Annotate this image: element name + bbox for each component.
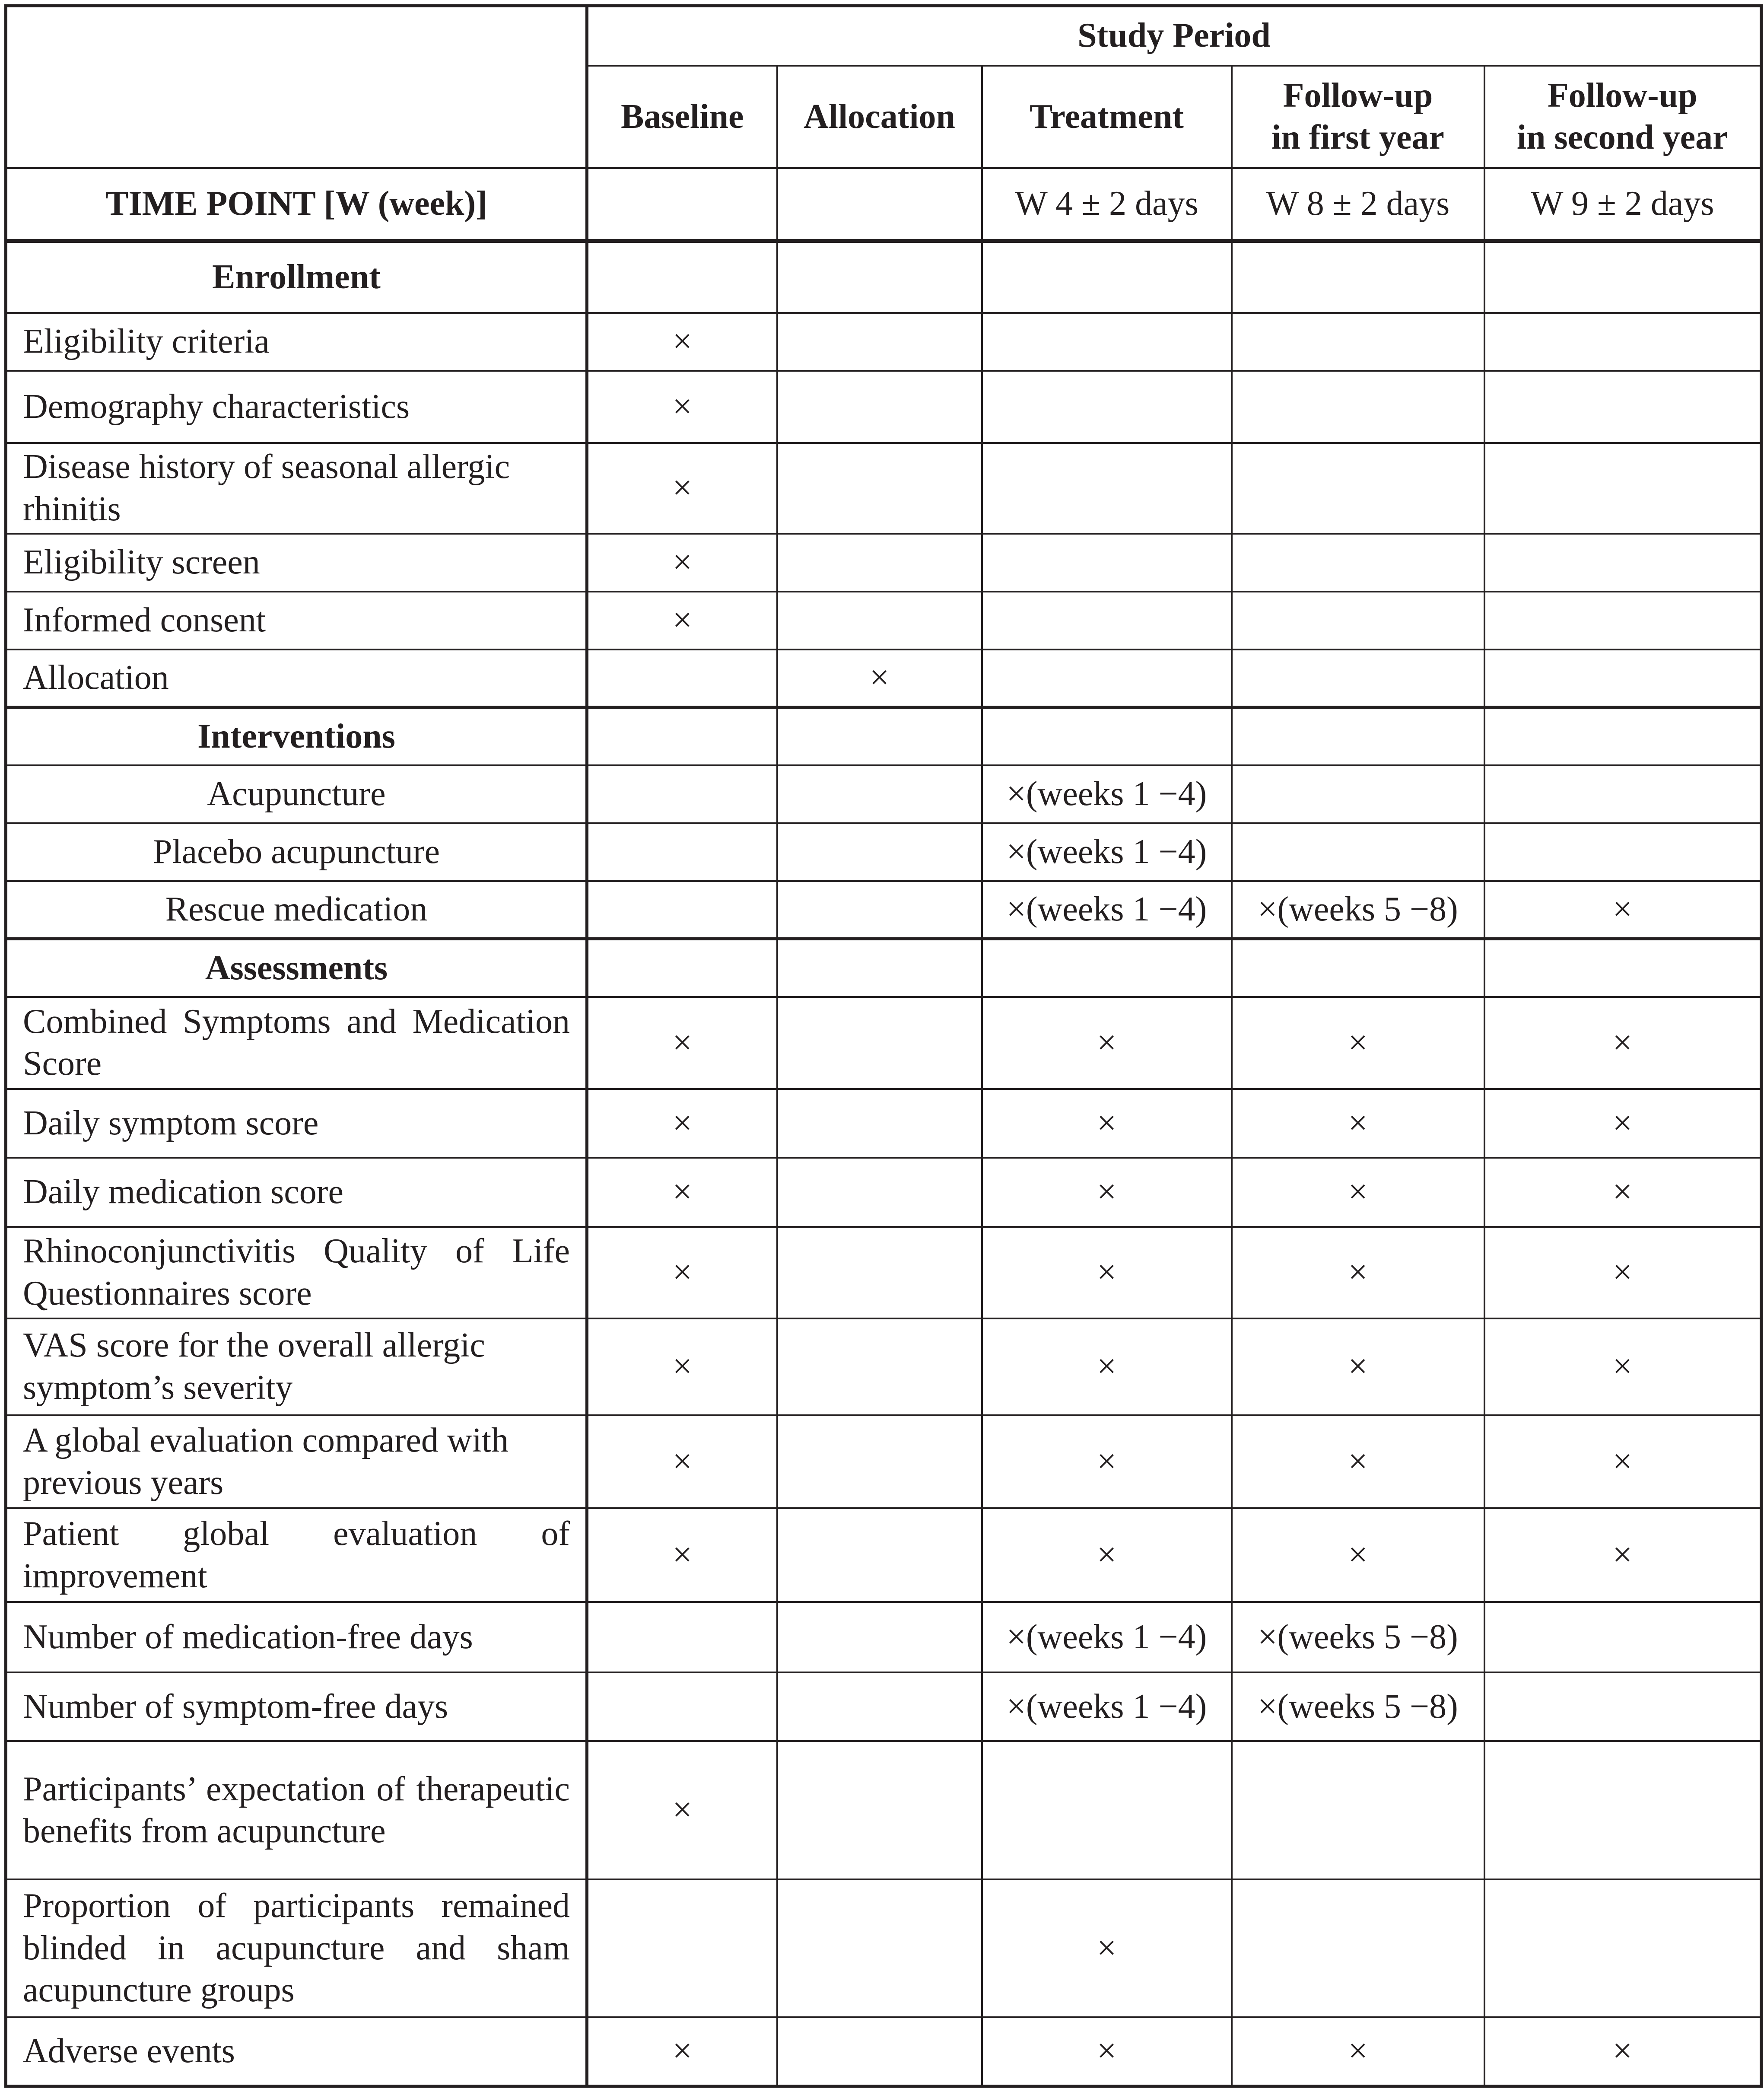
schedule-mark: × <box>1232 1318 1484 1415</box>
schedule-mark: × <box>1232 997 1484 1089</box>
col-header-allocation-line-1: Allocation <box>803 97 956 136</box>
col-header-followup-first-line-2: in first year <box>1271 118 1444 157</box>
empty-cell <box>1484 313 1761 371</box>
empty-cell <box>587 650 777 707</box>
empty-cell <box>777 1741 982 1879</box>
schedule-mark: × <box>1484 997 1761 1089</box>
table-row <box>6 592 1761 650</box>
table-row <box>6 1089 1761 1158</box>
empty-cell <box>1484 371 1761 443</box>
empty-cell <box>1232 1879 1484 2017</box>
schedule-mark: × <box>1232 1227 1484 1319</box>
empty-cell <box>777 881 982 939</box>
empty-cell <box>982 313 1232 371</box>
schedule-mark: × <box>1484 1089 1761 1158</box>
table-row <box>6 443 1761 534</box>
time-point-treatment: W 4 ± 2 days <box>982 168 1232 241</box>
schedule-mark: ×(weeks 5 −8) <box>1232 881 1484 939</box>
schedule-mark: × <box>587 1089 777 1158</box>
empty-cell <box>1484 534 1761 592</box>
row-label: Acupuncture <box>6 765 587 823</box>
table-row <box>6 1415 1761 1509</box>
section-empty-cell <box>1232 241 1484 313</box>
section-empty-cell <box>982 241 1232 313</box>
col-header-followup-second-line-2: in second year <box>1516 118 1728 157</box>
schedule-mark: × <box>587 1741 777 1879</box>
schedule-mark: × <box>982 1879 1232 2017</box>
schedule-mark: ×(weeks 1 −4) <box>982 1672 1232 1741</box>
row-label: Daily symptom score <box>6 1089 587 1158</box>
empty-cell <box>982 592 1232 650</box>
schedule-mark: × <box>1484 1318 1761 1415</box>
empty-cell <box>777 592 982 650</box>
row-label: Allocation <box>6 650 587 707</box>
empty-cell <box>777 313 982 371</box>
empty-cell <box>777 1672 982 1741</box>
col-header-baseline-line-1: Baseline <box>621 97 744 136</box>
section-row <box>6 241 1761 313</box>
section-empty-cell <box>982 707 1232 765</box>
schedule-mark: × <box>587 371 777 443</box>
col-header-treatment <box>982 66 1232 169</box>
col-header-baseline <box>587 66 777 169</box>
empty-cell <box>587 1672 777 1741</box>
schedule-mark: ×(weeks 1 −4) <box>982 823 1232 881</box>
row-label: Combined Symptoms and Medication Score <box>6 997 587 1089</box>
table-row <box>6 1318 1761 1415</box>
table-row <box>6 823 1761 881</box>
table-row <box>6 650 1761 707</box>
table-row <box>6 1508 1761 1602</box>
schedule-mark: × <box>1484 881 1761 939</box>
section-empty-cell <box>777 707 982 765</box>
empty-cell <box>777 1602 982 1672</box>
schedule-table-container <box>4 4 1760 2088</box>
row-label: Placebo acupuncture <box>6 823 587 881</box>
study-period-header: Study Period <box>587 6 1761 66</box>
schedule-mark: × <box>587 592 777 650</box>
section-empty-cell <box>587 939 777 997</box>
schedule-mark: × <box>587 2017 777 2086</box>
study-schedule-table <box>4 4 1763 2088</box>
empty-cell <box>1232 650 1484 707</box>
schedule-mark: × <box>587 313 777 371</box>
row-label: Disease history of seasonal allergic rhinitis <box>6 443 587 534</box>
row-label: Rescue medication <box>6 881 587 939</box>
empty-cell <box>777 443 982 534</box>
empty-cell <box>777 1089 982 1158</box>
row-label: Daily medication score <box>6 1158 587 1226</box>
schedule-mark: ×(weeks 1 −4) <box>982 881 1232 939</box>
empty-cell <box>1484 592 1761 650</box>
section-empty-cell <box>1232 939 1484 997</box>
section-empty-cell <box>777 241 982 313</box>
schedule-mark: ×(weeks 5 −8) <box>1232 1602 1484 1672</box>
empty-cell <box>982 371 1232 443</box>
header-corner-cell <box>6 6 587 169</box>
schedule-mark: × <box>982 997 1232 1089</box>
table-row <box>6 534 1761 592</box>
row-label: Number of medication-free days <box>6 1602 587 1672</box>
table-row <box>6 371 1761 443</box>
section-title: Interventions <box>6 707 587 765</box>
row-label: VAS score for the overall allergic symptom’s severity <box>6 1318 587 1415</box>
schedule-mark: × <box>587 534 777 592</box>
table-row <box>6 1227 1761 1319</box>
time-point-label: TIME POINT [W (week)] <box>6 168 587 241</box>
empty-cell <box>777 1158 982 1226</box>
table-row <box>6 2017 1761 2086</box>
schedule-mark: ×(weeks 5 −8) <box>1232 1672 1484 1741</box>
empty-cell <box>1484 1879 1761 2017</box>
empty-cell <box>1484 765 1761 823</box>
empty-cell <box>777 371 982 443</box>
row-label: Proportion of participants remained blinded in acupuncture and sham acupuncture groups <box>6 1879 587 2017</box>
table-row <box>6 765 1761 823</box>
empty-cell <box>1484 1741 1761 1879</box>
empty-cell <box>982 443 1232 534</box>
empty-cell <box>587 765 777 823</box>
section-title: Assessments <box>6 939 587 997</box>
row-label: Number of symptom-free days <box>6 1672 587 1741</box>
section-row <box>6 707 1761 765</box>
schedule-mark: × <box>777 650 982 707</box>
empty-cell <box>777 823 982 881</box>
section-empty-cell <box>1484 241 1761 313</box>
schedule-mark: × <box>1232 1508 1484 1602</box>
empty-cell <box>777 997 982 1089</box>
schedule-mark: × <box>1232 1089 1484 1158</box>
table-row <box>6 1602 1761 1672</box>
section-empty-cell <box>587 241 777 313</box>
empty-cell <box>777 765 982 823</box>
schedule-mark: ×(weeks 1 −4) <box>982 1602 1232 1672</box>
section-empty-cell <box>1484 939 1761 997</box>
col-header-allocation <box>777 66 982 169</box>
schedule-mark: × <box>587 1508 777 1602</box>
schedule-mark: × <box>1232 1415 1484 1509</box>
section-empty-cell <box>1484 707 1761 765</box>
schedule-mark: × <box>1232 1158 1484 1226</box>
time-point-followup-first: W 8 ± 2 days <box>1232 168 1484 241</box>
schedule-mark: × <box>587 443 777 534</box>
empty-cell <box>587 881 777 939</box>
schedule-mark: × <box>1484 2017 1761 2086</box>
empty-cell <box>777 534 982 592</box>
row-label: Adverse events <box>6 2017 587 2086</box>
section-empty-cell <box>982 939 1232 997</box>
time-point-baseline <box>587 168 777 241</box>
table-row <box>6 881 1761 939</box>
col-header-followup-second-line-1: Follow-up <box>1547 76 1697 115</box>
empty-cell <box>982 1741 1232 1879</box>
table-row <box>6 997 1761 1089</box>
row-label: Informed consent <box>6 592 587 650</box>
row-label: Demography characteristics <box>6 371 587 443</box>
empty-cell <box>587 1602 777 1672</box>
empty-cell <box>777 2017 982 2086</box>
empty-cell <box>1232 765 1484 823</box>
empty-cell <box>1484 443 1761 534</box>
empty-cell <box>1484 1602 1761 1672</box>
row-label: A global evaluation compared with previous years <box>6 1415 587 1509</box>
schedule-mark: × <box>587 1158 777 1226</box>
schedule-mark: × <box>1484 1158 1761 1226</box>
time-point-followup-second: W 9 ± 2 days <box>1484 168 1761 241</box>
empty-cell <box>1232 313 1484 371</box>
empty-cell <box>1484 823 1761 881</box>
schedule-mark: × <box>982 1089 1232 1158</box>
schedule-mark: × <box>982 1318 1232 1415</box>
empty-cell <box>1232 443 1484 534</box>
empty-cell <box>777 1415 982 1509</box>
col-header-treatment-line-1: Treatment <box>1030 97 1184 136</box>
schedule-mark: × <box>587 1318 777 1415</box>
row-label: Eligibility screen <box>6 534 587 592</box>
schedule-mark: × <box>982 1508 1232 1602</box>
section-title: Enrollment <box>6 241 587 313</box>
empty-cell <box>982 650 1232 707</box>
row-label: Participants’ expectation of therapeutic benefits from acupuncture <box>6 1741 587 1879</box>
section-empty-cell <box>777 939 982 997</box>
empty-cell <box>982 534 1232 592</box>
empty-cell <box>587 823 777 881</box>
table-row <box>6 1672 1761 1741</box>
empty-cell <box>1232 1741 1484 1879</box>
schedule-mark: × <box>587 1227 777 1319</box>
schedule-mark: × <box>982 1415 1232 1509</box>
empty-cell <box>777 1508 982 1602</box>
empty-cell <box>777 1879 982 2017</box>
col-header-followup-first-line-1: Follow-up <box>1283 76 1433 115</box>
section-row <box>6 939 1761 997</box>
schedule-mark: × <box>982 1227 1232 1319</box>
section-empty-cell <box>1232 707 1484 765</box>
table-row <box>6 1879 1761 2017</box>
schedule-mark: × <box>1484 1415 1761 1509</box>
table-row <box>6 313 1761 371</box>
col-header-followup-second-year <box>1484 66 1761 169</box>
empty-cell <box>777 1318 982 1415</box>
empty-cell <box>1232 534 1484 592</box>
empty-cell <box>1484 650 1761 707</box>
col-header-followup-first-year <box>1232 66 1484 169</box>
schedule-mark: × <box>1484 1227 1761 1319</box>
table-row <box>6 1158 1761 1226</box>
row-label: Eligibility criteria <box>6 313 587 371</box>
schedule-mark: × <box>1484 1508 1761 1602</box>
schedule-mark: ×(weeks 1 −4) <box>982 765 1232 823</box>
empty-cell <box>1232 823 1484 881</box>
row-label: Patient global evaluation of improvement <box>6 1508 587 1602</box>
schedule-mark: × <box>982 1158 1232 1226</box>
empty-cell <box>1232 371 1484 443</box>
section-empty-cell <box>587 707 777 765</box>
schedule-mark: × <box>587 1415 777 1509</box>
table-row <box>6 1741 1761 1879</box>
empty-cell <box>587 1879 777 2017</box>
schedule-mark: × <box>982 2017 1232 2086</box>
empty-cell <box>1484 1672 1761 1741</box>
empty-cell <box>1232 592 1484 650</box>
schedule-mark: × <box>587 997 777 1089</box>
schedule-mark: × <box>1232 2017 1484 2086</box>
row-label: Rhinoconjunctivitis Quality of Life Questionnaires score <box>6 1227 587 1319</box>
time-point-allocation <box>777 168 982 241</box>
empty-cell <box>777 1227 982 1319</box>
